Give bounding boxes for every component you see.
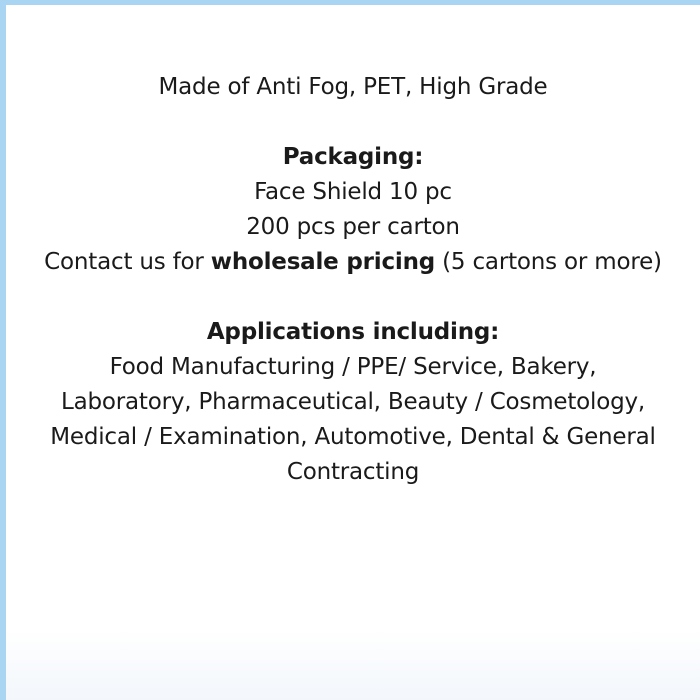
applications-line: Laboratory, Pharmaceutical, Beauty / Cosmetology,: [60, 389, 646, 415]
applications-line: Contracting: [286, 459, 420, 485]
bottom-fade: [6, 630, 700, 700]
contact-line: [6, 245, 700, 280]
applications-line: Medical / Examination, Automotive, Dental & General: [50, 424, 656, 450]
packaging-heading: Packaging:: [282, 144, 424, 170]
applications-heading: Applications including:: [206, 319, 500, 345]
description-block: [6, 70, 700, 490]
material-line: Made of Anti Fog, PET, High Grade: [158, 74, 548, 100]
applications-line: Food Manufacturing / PPE/ Service, Bakery,: [109, 354, 597, 380]
packaging-line-quantity: Face Shield 10 pc: [254, 179, 452, 205]
packaging-line-carton: 200 pcs per carton: [246, 214, 460, 240]
spacer: [6, 105, 700, 140]
wholesale-pricing-text: wholesale pricing: [210, 249, 436, 275]
spacer: [6, 280, 700, 315]
top-border: [0, 0, 700, 5]
contact-prefix: Contact us for: [44, 249, 211, 275]
contact-suffix: (5 cartons or more): [435, 249, 662, 275]
